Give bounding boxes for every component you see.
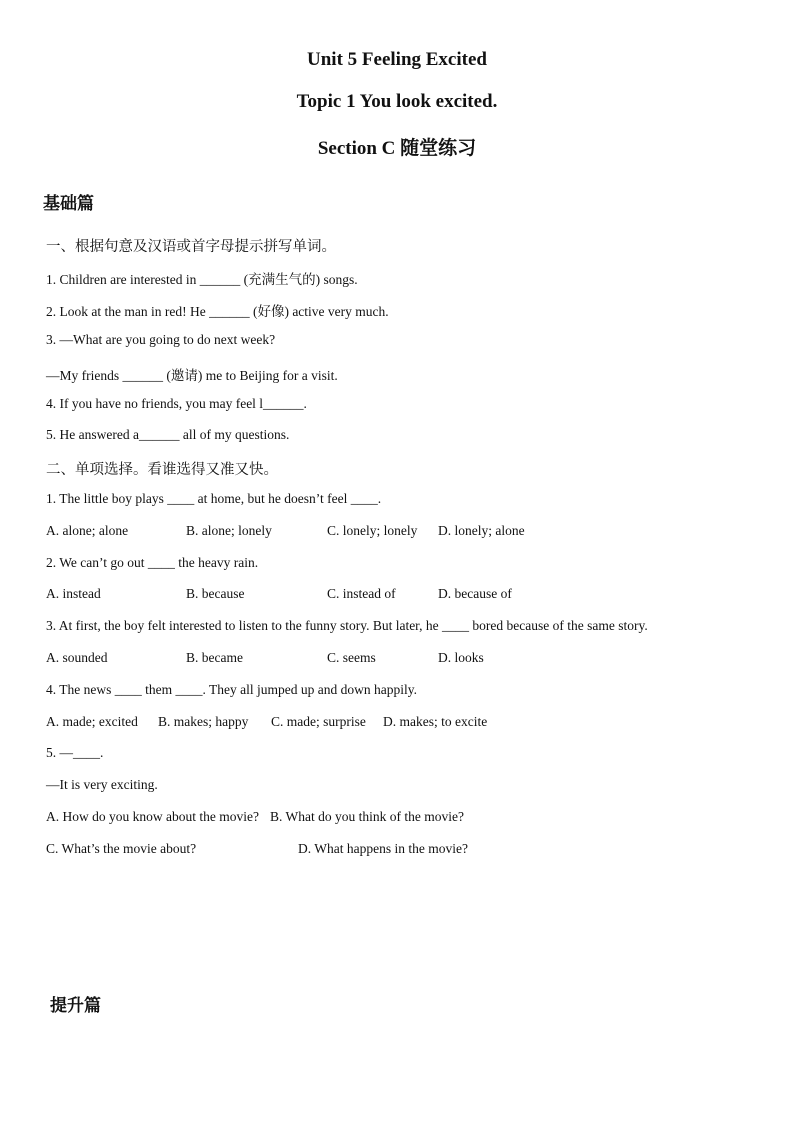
- question-stem: 3. At first, the boy felt interested to listen to the funny story. But later, he ____ bored because of the same story.: [46, 618, 648, 633]
- topic-title: Topic 1 You look excited.: [296, 91, 498, 112]
- option-b: B. became: [186, 650, 243, 665]
- option-d: D. looks: [438, 650, 484, 665]
- option-c: C. What’s the movie about?: [46, 841, 197, 856]
- question-stem: 2. We can’t go out ____ the heavy rain.: [46, 555, 259, 570]
- basic-heading: 基础篇: [43, 194, 94, 213]
- question-stem: 5. —____.: [46, 745, 104, 760]
- option-b: B. makes; happy: [158, 714, 249, 729]
- part1-instruction: 一、根据句意及汉语或首字母提示拼写单词。: [46, 239, 336, 255]
- part1-item: —My friends ______ (邀请) me to Beijing for a visit.: [46, 368, 338, 383]
- option-b: B. alone; lonely: [186, 523, 272, 538]
- option-a: A. instead: [46, 586, 101, 601]
- part2-instruction: 二、单项选择。看谁选得又准又快。: [46, 462, 278, 478]
- option-c: C. instead of: [327, 586, 396, 601]
- option-c: C. lonely; lonely: [327, 523, 418, 538]
- part1-item: 3. —What are you going to do next week?: [46, 332, 276, 347]
- option-d: D. because of: [438, 586, 512, 601]
- option-a: A. How do you know about the movie?: [46, 809, 259, 824]
- part1-item: 5. He answered a______ all of my questions.: [46, 427, 290, 442]
- option-a: A. sounded: [46, 650, 108, 665]
- option-a: A. alone; alone: [46, 523, 129, 538]
- option-c: C. seems: [327, 650, 376, 665]
- option-d: D. lonely; alone: [438, 523, 525, 538]
- question-stem: 4. The news ____ them ____. They all jumped up and down happily.: [46, 682, 417, 697]
- part1-item: 2. Look at the man in red! He ______ (好像) active very much.: [46, 304, 389, 319]
- option-c: C. made; surprise: [271, 714, 366, 729]
- unit-title: Unit 5 Feeling Excited: [307, 49, 487, 70]
- part1-item: 1. Children are interested in ______ (充满生气的) songs.: [46, 272, 358, 287]
- option-d: D. makes; to excite: [383, 714, 488, 729]
- option-b: B. because: [186, 586, 245, 601]
- section-title: Section C 随堂练习: [317, 138, 477, 159]
- question-stem: 1. The little boy plays ____ at home, but he doesn’t feel ____.: [46, 491, 382, 506]
- part1-item: 4. If you have no friends, you may feel l______.: [46, 396, 307, 411]
- option-a: A. made; excited: [46, 714, 138, 729]
- advanced-heading: 提升篇: [50, 996, 101, 1015]
- question-stem-reply: —It is very exciting.: [46, 777, 158, 792]
- option-d: D. What happens in the movie?: [298, 841, 468, 856]
- option-b: B. What do you think of the movie?: [270, 809, 464, 824]
